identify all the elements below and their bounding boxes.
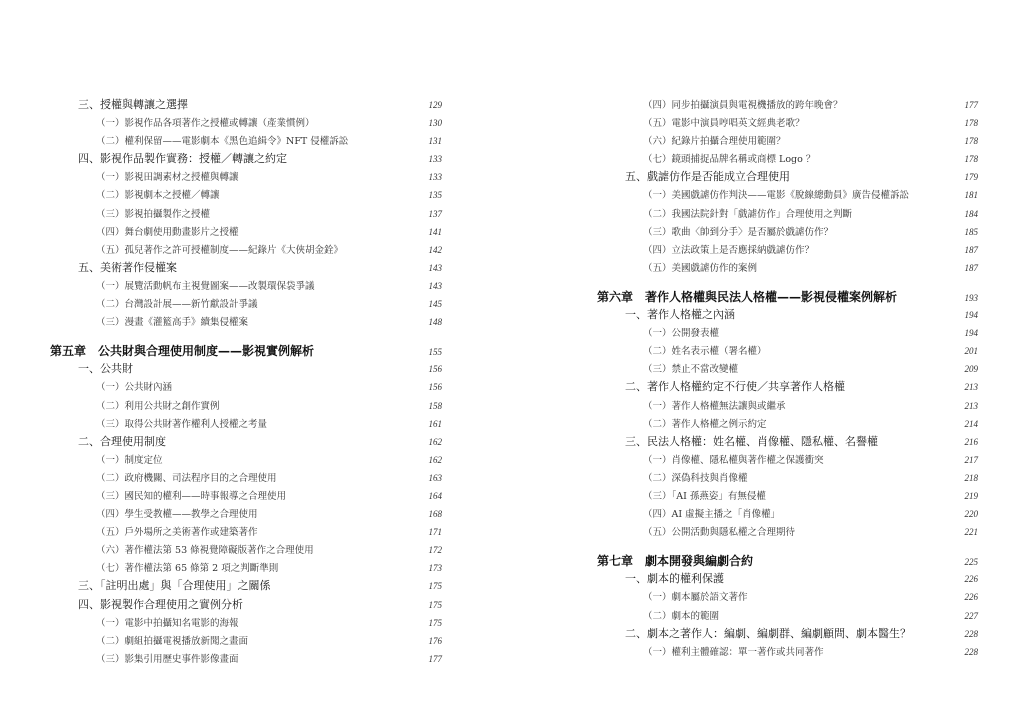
toc-section-entry xyxy=(597,433,978,451)
toc-entry-title: 四、影視製作合理使用之實例分析 xyxy=(78,597,243,611)
toc-sub-entry xyxy=(597,223,978,241)
toc-page-number: 164 xyxy=(428,490,442,501)
toc-entry-title: （一）劇本屬於語文著作 xyxy=(643,592,748,604)
toc-entry-title: 三、民法人格權：姓名權、肖像權、隱私權、名譽權 xyxy=(625,434,878,448)
toc-sub-entry xyxy=(597,643,978,661)
toc-page-number: 163 xyxy=(428,472,442,483)
toc-sub-entry xyxy=(50,378,442,396)
toc-entry-title: （三）歌曲〈帥到分手〉是否屬於戲謔仿作？ xyxy=(643,226,834,238)
toc-page-number: 173 xyxy=(428,563,442,574)
toc-section-entry xyxy=(50,360,442,378)
toc-entry-title: 四、影視作品製作實務：授權／轉讓之約定 xyxy=(78,152,287,166)
toc-page-number: 194 xyxy=(964,328,978,339)
toc-entry-title: （二）著作人格權之例示約定 xyxy=(643,418,767,430)
toc-page-number: 228 xyxy=(964,628,978,639)
toc-sub-entry xyxy=(50,505,442,523)
toc-page-number: 143 xyxy=(428,262,442,273)
toc-entry-title: （五）公開活動與隱私權之合理期待 xyxy=(643,527,796,539)
toc-page-number: 221 xyxy=(964,527,978,538)
toc-page-number: 175 xyxy=(428,599,442,610)
toc-sub-entry xyxy=(597,505,978,523)
toc-page-number: 209 xyxy=(964,364,978,375)
toc-section-entry xyxy=(50,96,442,114)
toc-sub-entry xyxy=(50,541,442,559)
toc-page-number: 131 xyxy=(428,136,442,147)
toc-entry-title: （五）戶外場所之美術著作或建築著作 xyxy=(96,527,258,539)
toc-entry-title: （二）劇本的範圍 xyxy=(643,610,720,622)
toc-entry-title: （一）制度定位 xyxy=(96,454,163,466)
toc-page-number: 133 xyxy=(428,154,442,165)
toc-page-number: 156 xyxy=(428,382,442,393)
toc-sub-entry xyxy=(50,469,442,487)
toc-page-number: 216 xyxy=(964,436,978,447)
toc-entry-title: （二）姓名表示權（署名權） xyxy=(643,346,767,358)
toc-page-number: 162 xyxy=(428,436,442,447)
toc-section-entry xyxy=(597,306,978,324)
toc-sub-entry xyxy=(597,607,978,625)
toc-entry-title: （五）電影中演員哼唱英文經典老歌？ xyxy=(643,118,805,130)
toc-entry-title: 二、劇本之著作人：編劇、編劇群、編劇顧問、劇本醫生？ xyxy=(625,626,911,640)
toc-entry-title: （三）影視拍攝製作之授權 xyxy=(96,208,211,220)
toc-page-number: 178 xyxy=(964,154,978,165)
toc-entry-title: 二、著作人格權約定不行使／共享著作人格權 xyxy=(625,380,845,394)
toc-page-number: 141 xyxy=(428,226,442,237)
toc-sub-entry xyxy=(50,241,442,259)
toc-entry-title: （四）同步拍攝演員與電視機播放的跨年晚會？ xyxy=(643,100,843,111)
toc-entry-title: （一）公共財內涵 xyxy=(96,382,173,394)
toc-sub-entry xyxy=(597,397,978,415)
toc-page-number: 161 xyxy=(428,418,442,429)
toc-page-number: 184 xyxy=(964,208,978,219)
toc-page-number: 220 xyxy=(964,509,978,520)
toc-page-number: 177 xyxy=(964,100,978,110)
toc-entry-title: （三）漫畫《灌籃高手》續集侵權案 xyxy=(96,317,249,329)
toc-entry-title: （四）學生受教權——教學之合理使用 xyxy=(96,509,258,521)
toc-page-number: 175 xyxy=(428,581,442,592)
toc-entry-title: （三）「AI 孫燕姿」有無侵權 xyxy=(643,490,766,502)
toc-sub-entry xyxy=(50,632,442,650)
toc-entry-title: 一、劇本的權利保護 xyxy=(625,572,724,586)
toc-page-number: 142 xyxy=(428,244,442,255)
toc-entry-title: （七）鏡頭捕捉品牌名稱或商標 Logo ？ xyxy=(643,154,816,166)
toc-page-number: 227 xyxy=(964,610,978,621)
toc-entry-title: （一）權利主體確認：單一著作或共同著作 xyxy=(643,646,824,658)
toc-sub-entry xyxy=(597,523,978,541)
toc-entry-title: 五、美術著作侵權案 xyxy=(78,260,177,274)
toc-entry-title: （六）著作權法第 53 條視覺障礙版著作之合理使用 xyxy=(96,545,314,557)
toc-sub-entry xyxy=(50,614,442,632)
toc-entry-title: （一）美國戲謔仿作判決——電影《脫線總動員》廣告侵權訴訟 xyxy=(643,190,910,202)
toc-entry-title: （四）立法政策上是否應採納戲謔仿作？ xyxy=(643,244,815,256)
toc-page-number: 178 xyxy=(964,136,978,147)
toc-page-number: 213 xyxy=(964,400,978,411)
toc-page-number: 226 xyxy=(964,592,978,603)
toc-page-number: 175 xyxy=(428,617,442,628)
toc-page-number: 135 xyxy=(428,190,442,201)
toc-entry-title: （一）肖像權、隱私權與著作權之保護衝突 xyxy=(643,454,824,466)
toc-page-number: 193 xyxy=(964,292,978,303)
toc-page-number: 185 xyxy=(964,226,978,237)
toc-page-number: 201 xyxy=(964,346,978,357)
toc-entry-title: （二）深偽科技與肖像權 xyxy=(643,472,748,484)
toc-page-number: 148 xyxy=(428,317,442,328)
toc-sub-entry xyxy=(50,132,442,150)
toc-page-number: 177 xyxy=(428,653,442,664)
toc-sub-entry xyxy=(597,469,978,487)
toc-page-number: 158 xyxy=(428,400,442,411)
toc-entry-title: （三）禁止不當改變權 xyxy=(643,364,739,376)
toc-entry-title: （一）影視田調素材之授權與轉讓 xyxy=(96,172,239,184)
toc-entry-title: （三）取得公共財著作權利人授權之考量 xyxy=(96,418,268,430)
toc-sub-entry xyxy=(597,186,978,204)
toc-entry-title: 三、「註明出處」與「合理使用」之關係 xyxy=(78,579,271,593)
toc-section-entry xyxy=(50,577,442,595)
toc-page-number: 129 xyxy=(428,100,442,110)
toc-chapter-entry xyxy=(597,552,978,570)
toc-sub-entry xyxy=(50,313,442,331)
toc-sub-entry xyxy=(597,150,978,168)
toc-entry-title: 一、公共財 xyxy=(78,362,133,376)
toc-page-number: 187 xyxy=(964,244,978,255)
toc-sub-entry xyxy=(50,295,442,313)
toc-left-column xyxy=(50,96,442,668)
toc-sub-entry xyxy=(597,451,978,469)
toc-sub-entry xyxy=(50,205,442,223)
toc-page-number: 172 xyxy=(428,545,442,556)
toc-entry-title: （二）政府機關、司法程序目的之合理使用 xyxy=(96,472,277,484)
toc-entry-title: （六）紀錄片拍攝合理使用範圍？ xyxy=(643,136,786,148)
toc-page-number: 171 xyxy=(428,527,442,538)
toc-entry-title: （一）著作人格權無法讓與或繼承 xyxy=(643,400,786,412)
toc-page-number: 156 xyxy=(428,364,442,375)
toc-sub-entry xyxy=(597,360,978,378)
toc-page-number: 155 xyxy=(428,347,442,358)
toc-sub-entry xyxy=(50,397,442,415)
toc-entry-title: （一）公開發表權 xyxy=(643,328,720,340)
toc-section-entry xyxy=(50,596,442,614)
toc-entry-title: 三、授權與轉讓之選擇 xyxy=(78,98,188,111)
toc-entry-title: （四）AI 虛擬主播之「肖像權」 xyxy=(643,509,781,521)
toc-sub-entry xyxy=(597,205,978,223)
toc-page-number: 137 xyxy=(428,208,442,219)
toc-entry-title: 第六章 著作人格權與民法人格權——影視侵權案例解析 xyxy=(597,289,898,304)
toc-sub-entry xyxy=(50,487,442,505)
toc-entry-title: （一）影視作品各項著作之授權或轉讓（產業慣例） xyxy=(96,118,315,130)
toc-entry-title: 五、戲謔仿作是否能成立合理使用 xyxy=(625,170,790,184)
toc-page-number: 226 xyxy=(964,574,978,585)
toc-page-number: 176 xyxy=(428,635,442,646)
toc-entry-title: 第七章 劇本開發與編劇合約 xyxy=(597,554,754,569)
toc-page-number: 225 xyxy=(964,557,978,568)
toc-sub-entry xyxy=(50,559,442,577)
toc-page-number: 219 xyxy=(964,490,978,501)
toc-page-number: 228 xyxy=(964,646,978,657)
toc-sub-entry xyxy=(597,487,978,505)
toc-sub-entry xyxy=(597,114,978,132)
toc-entry-title: （三）影集引用歷史事件影像畫面 xyxy=(96,653,239,665)
toc-entry-title: （二）影視劇本之授權／轉讓 xyxy=(96,190,220,202)
toc-sub-entry xyxy=(50,114,442,132)
toc-sub-entry xyxy=(597,96,978,114)
toc-chapter-entry xyxy=(50,342,442,360)
toc-sub-entry xyxy=(597,241,978,259)
toc-page-number: 187 xyxy=(964,262,978,273)
toc-page-number: 179 xyxy=(964,172,978,183)
toc-entry-title: （五）孤兒著作之許可授權制度——紀錄片《大俠胡金銓》 xyxy=(96,244,344,256)
toc-page-number: 178 xyxy=(964,118,978,129)
toc-entry-title: （二）我國法院針對「戲謔仿作」合理使用之判斷 xyxy=(643,208,853,220)
toc-page-number: 168 xyxy=(428,509,442,520)
toc-page-number: 217 xyxy=(964,454,978,465)
toc-entry-title: （一）電影中拍攝知名電影的海報 xyxy=(96,617,239,629)
toc-page-number: 218 xyxy=(964,472,978,483)
toc-page-number: 162 xyxy=(428,454,442,465)
toc-entry-title: 一、著作人格權之內涵 xyxy=(625,308,735,322)
toc-entry-title: 二、合理使用制度 xyxy=(78,434,166,448)
toc-sub-entry xyxy=(597,342,978,360)
toc-entry-title: （二）劇組拍攝電視播放新聞之畫面 xyxy=(96,635,249,647)
toc-entry-title: （二）利用公共財之創作實例 xyxy=(96,400,220,412)
toc-section-entry xyxy=(50,433,442,451)
toc-chapter-entry xyxy=(597,288,978,306)
toc-entry-title: （七）著作權法第 65 條第 2 項之判斷準則 xyxy=(96,563,279,575)
toc-entry-title: 第五章 公共財與合理使用制度——影視實例解析 xyxy=(50,344,315,359)
toc-sub-entry xyxy=(597,259,978,277)
toc-sub-entry xyxy=(50,650,442,668)
toc-page-number: 181 xyxy=(964,190,978,201)
toc-page-number: 133 xyxy=(428,172,442,183)
toc-sub-entry xyxy=(50,223,442,241)
toc-entry-title: （一）展覽活動帆布主視覺圖案——改製環保袋爭議 xyxy=(96,280,315,292)
toc-sub-entry xyxy=(50,451,442,469)
toc-entry-title: （二）台灣設計展——新竹獻設計爭議 xyxy=(96,299,258,311)
toc-section-entry xyxy=(50,259,442,277)
toc-sub-entry xyxy=(50,415,442,433)
toc-page-number: 194 xyxy=(964,310,978,321)
toc-right-column xyxy=(597,96,978,661)
toc-entry-title: （五）美國戲謔仿作的案例 xyxy=(643,262,758,274)
toc-section-entry xyxy=(597,570,978,588)
toc-section-entry xyxy=(50,150,442,168)
toc-sub-entry xyxy=(50,523,442,541)
toc-entry-title: （三）國民知的權利——時事報導之合理使用 xyxy=(96,490,287,502)
toc-entry-title: （四）舞台劇使用動畫影片之授權 xyxy=(96,226,239,238)
toc-page-number: 145 xyxy=(428,299,442,310)
toc-sub-entry xyxy=(597,588,978,606)
toc-page-number: 130 xyxy=(428,118,442,129)
toc-sub-entry xyxy=(50,168,442,186)
toc-sub-entry xyxy=(50,277,442,295)
toc-page-number: 214 xyxy=(964,418,978,429)
toc-section-entry xyxy=(597,378,978,396)
toc-section-entry xyxy=(597,168,978,186)
toc-sub-entry xyxy=(597,132,978,150)
toc-sub-entry xyxy=(597,324,978,342)
toc-page-number: 213 xyxy=(964,382,978,393)
toc-sub-entry xyxy=(50,186,442,204)
toc-section-entry xyxy=(597,625,978,643)
toc-sub-entry xyxy=(597,415,978,433)
toc-entry-title: （二）權利保留——電影劇本《黑色追緝令》NFT 侵權訴訟 xyxy=(96,136,349,148)
toc-page-number: 143 xyxy=(428,280,442,291)
